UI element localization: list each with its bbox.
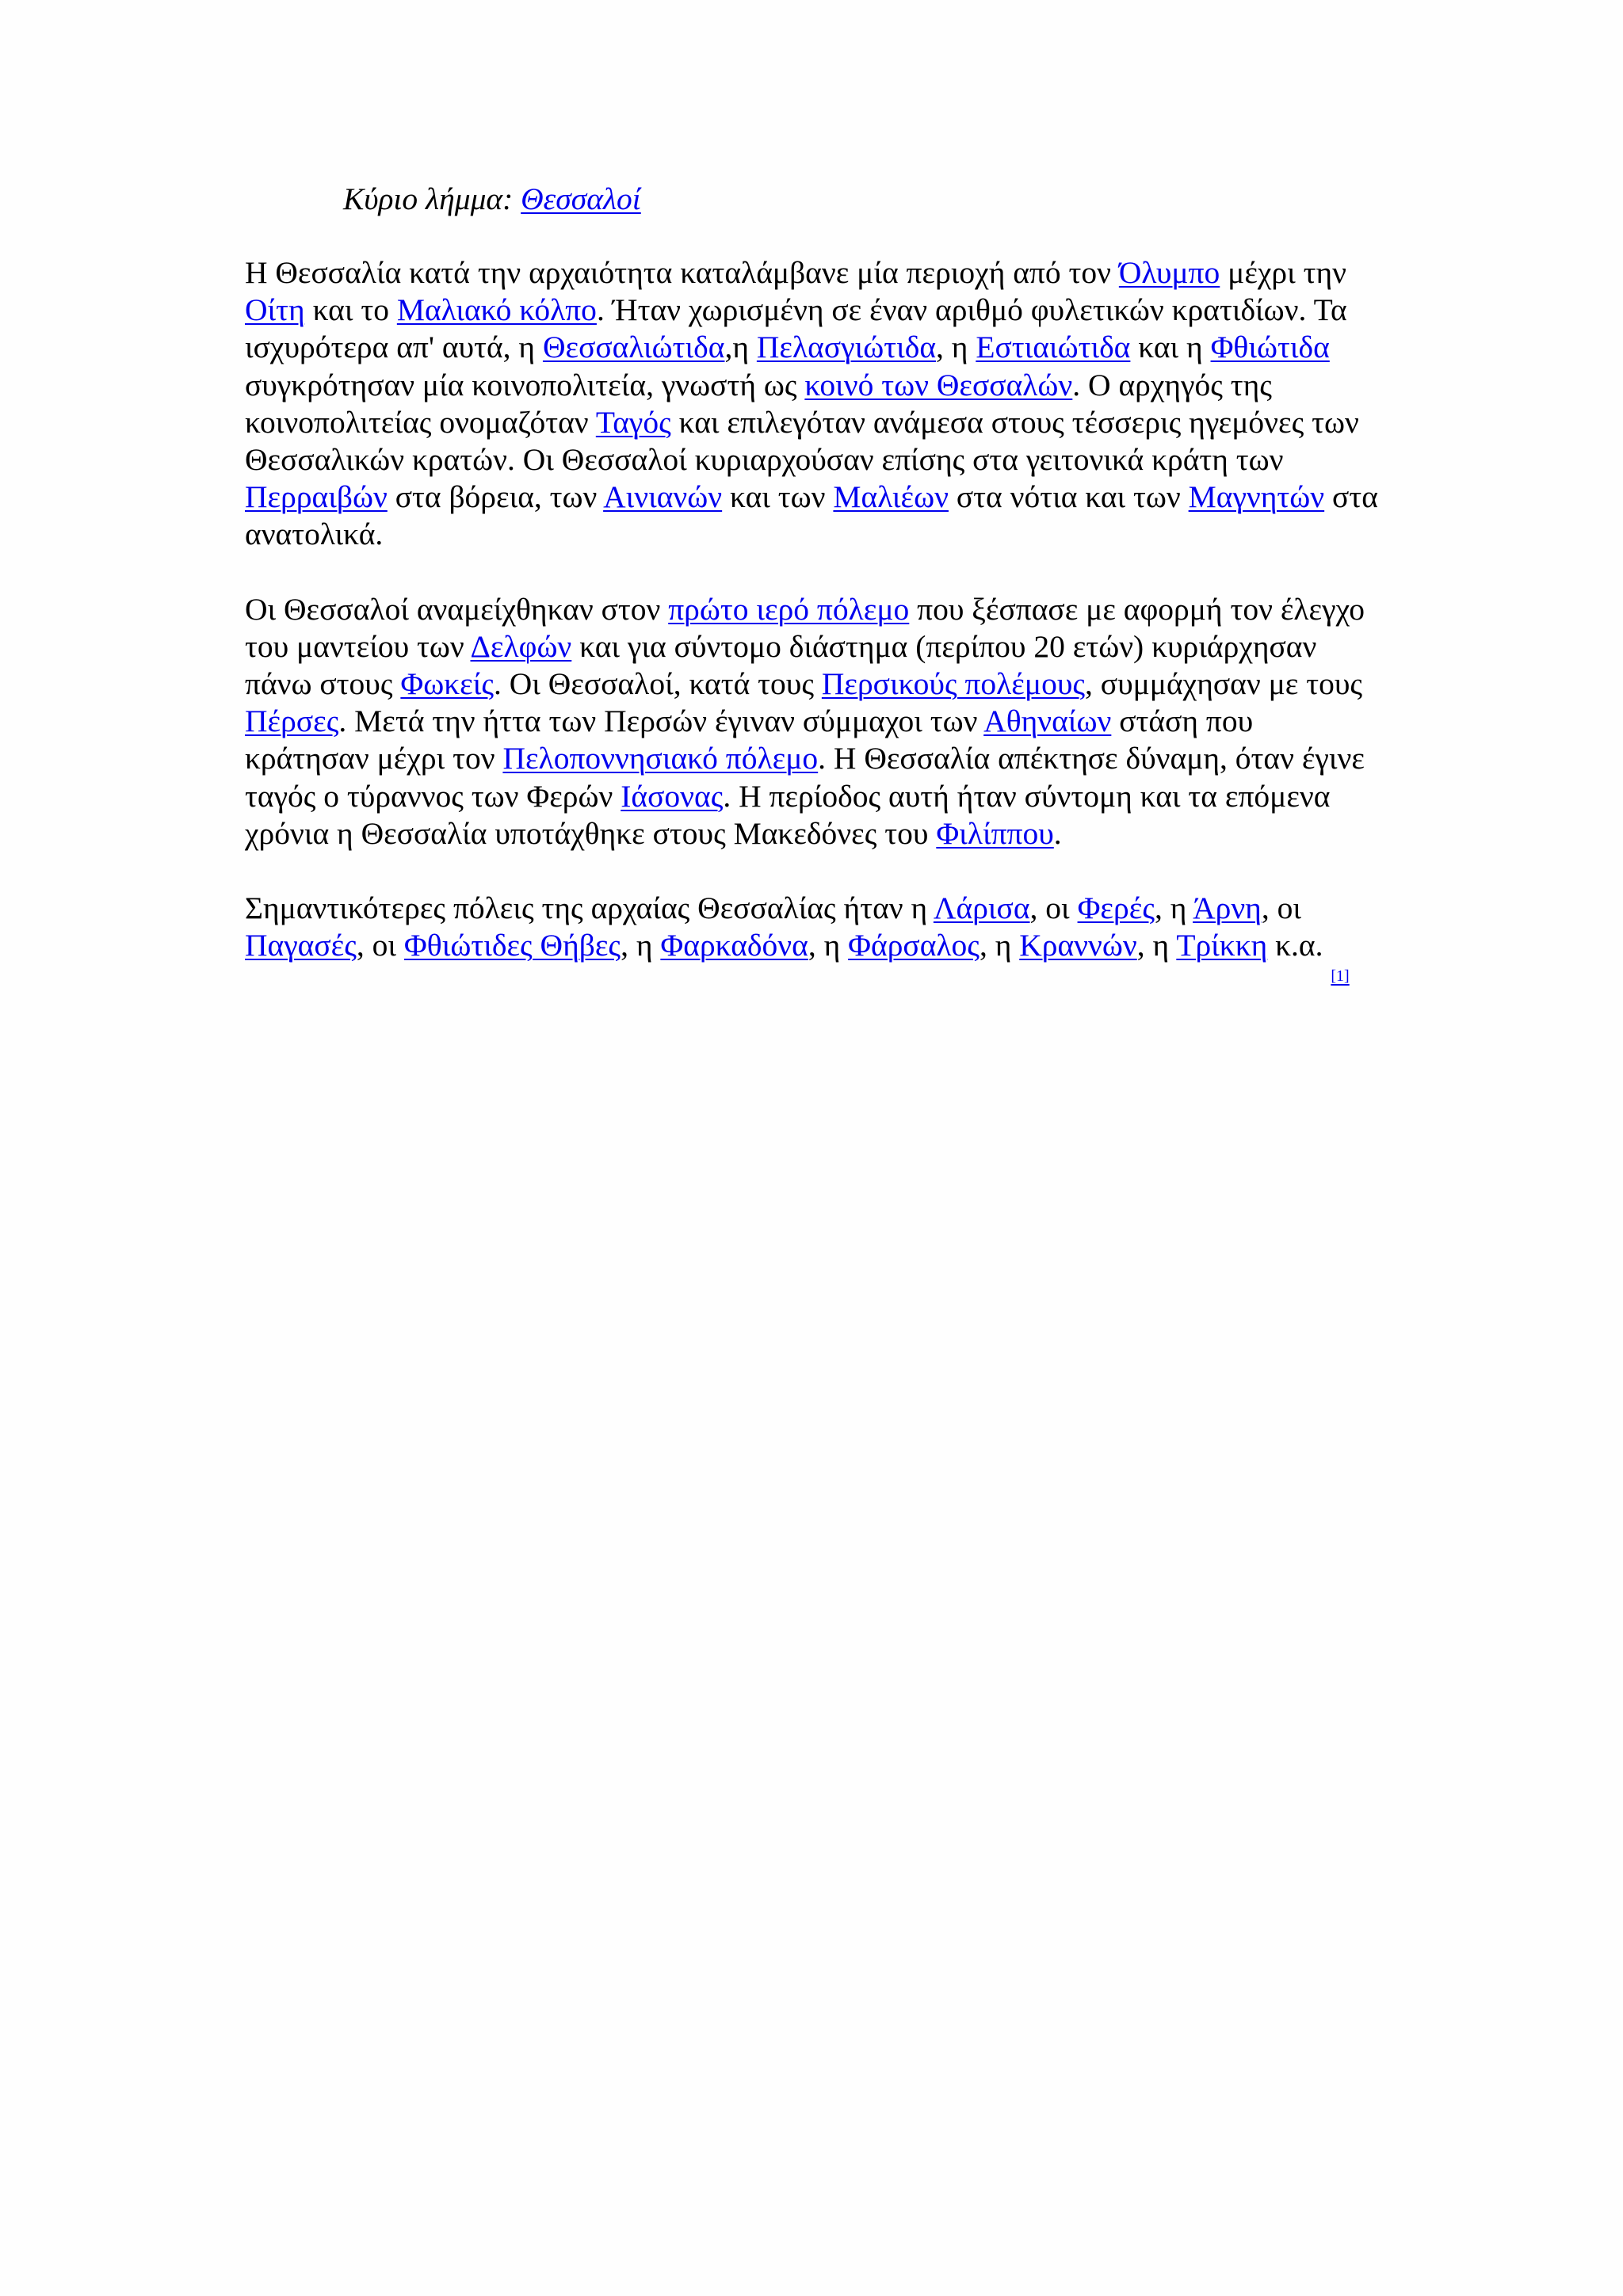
paragraph-text: . Ήταν χωρισμένη σε έναν αριθμό φυλετικών κρατιδίων. Τα ισχυρότερα απ' αυτά, η [245,292,1347,365]
paragraph-text: κ.α. [1267,928,1331,963]
article-link[interactable]: Περραιβών [245,479,388,515]
paragraph-text: και το [304,292,397,328]
paragraph [245,591,1380,852]
paragraph-text: . Οι Θεσσαλοί, κατά τους [494,666,822,702]
paragraph-text: , η [621,928,661,963]
paragraph-text: συγκρότησαν μία κοινοπολιτεία, γνωστή ως [245,367,805,402]
main-article-note [343,181,1380,218]
paragraph-text: Οι Θεσσαλοί αναμείχθηκαν στον [245,591,669,627]
article-link[interactable]: Τρίκκη [1176,928,1268,963]
article-link[interactable]: Οίτη [245,292,305,328]
article-link[interactable]: Φαρκαδόνα [660,928,808,963]
article-link[interactable]: Μαλιέων [833,479,949,515]
article-link[interactable]: Εστιαιώτιδα [976,330,1131,365]
paragraph-text: Σημαντικότερες πόλεις της αρχαίας Θεσσαλίας ήταν η [245,891,934,926]
paragraph-text: . Η περίοδος αυτή ήταν σύντομη και τα επόμενα χρόνια η Θεσσαλία υποτάχθηκε στους Μακεδόνες του [245,778,1331,851]
paragraph-text: και για σύντομο διάστημα (περίπου 20 ετών) κυριάρχησαν πάνω στους [245,628,1317,702]
article-page [245,181,1380,1001]
paragraph [245,890,1380,986]
paragraph-text: στάση που κράτησαν μέχρι τον [245,704,1254,776]
paragraph-text: και των [722,479,834,515]
article-link[interactable]: Μαγνητών [1188,479,1325,515]
paragraph-text: που ξέσπασε με αφορμή τον έλεγχο του μαντείου των [245,591,1365,664]
article-link[interactable]: Πέρσες [245,704,339,739]
article-link[interactable]: Φάρσαλος [848,928,980,963]
paragraph [245,254,1380,554]
article-link[interactable]: Παγασές [245,928,357,963]
paragraph-text: . Ο αρχηγός της κοινοπολιτείας ονομαζόταν [245,367,1272,440]
article-link[interactable]: Πελοποννησιακό πόλεμο [502,741,819,776]
article-link[interactable]: Κραννών [1019,928,1137,963]
paragraph-text: ,η [724,330,757,365]
paragraph-text: , οι [356,928,404,963]
article-link[interactable]: Αθηναίων [983,704,1112,739]
article-link[interactable]: Θεσσαλιώτιδα [542,330,725,365]
paragraph-text: . Η Θεσσαλία απέκτησε δύναμη, όταν έγινε ταγός ο τύραννος των Φερών [245,741,1365,814]
paragraph-text: Η Θεσσαλία κατά την αρχαιότητα καταλάμβανε μία περιοχή από τον [245,255,1119,290]
article-link[interactable]: Ταγός [595,404,671,440]
main-article-link[interactable]: Θεσσαλοί [521,181,641,216]
paragraph-text: και επιλεγόταν ανάμεσα στους τέσσερις ηγεμόνες των Θεσσαλικών κρατών. Οι Θεσσαλοί κυριαρχούσαν επίσης στα γειτονικά κράτη των [245,404,1359,478]
article-link[interactable]: πρώτο ιερό πόλεμο [668,591,910,627]
paragraph-text: στα ανατολικά. [245,479,1378,552]
paragraph-text: , η [1136,928,1177,963]
paragraph-text: μέχρι την [1220,255,1347,290]
paragraph-text: . [1053,815,1062,851]
paragraph-text: . Μετά την ήττα των Περσών έγιναν σύμμαχοι των [338,704,984,739]
paragraph-text: στα νότια και των [948,479,1189,515]
article-link[interactable]: Πελασγιώτιδα [756,330,937,365]
paragraph-text: , η [979,928,1020,963]
article-link[interactable]: Φιλίππου [936,815,1054,851]
article-link[interactable]: Φωκείς [400,666,495,702]
paragraph-text: , η [936,330,976,365]
paragraph-text: , οι [1029,891,1078,926]
article-link[interactable]: Άρνη [1193,891,1262,926]
main-article-label: Κύριο λήμμα: [343,181,521,216]
article-link[interactable]: Μαλιακό κόλπο [396,292,597,328]
paragraph-text: , συμμάχησαν με τους [1085,666,1363,702]
paragraph-text: και η [1130,330,1211,365]
article-link[interactable]: κοινό των Θεσσαλών [804,367,1073,402]
article-link[interactable]: Αινιανών [603,479,723,515]
paragraph-text: , οι [1261,891,1301,926]
paragraph-text: , η [1154,891,1193,926]
paragraph-text: , η [808,928,849,963]
article-link[interactable]: Φθιώτιδα [1210,330,1330,365]
article-link[interactable]: Φθιώτιδες Θήβες [403,928,621,963]
article-link[interactable]: Ιάσονας [621,778,724,814]
article-link[interactable]: Δελφών [470,628,572,664]
reference-link[interactable]: [1] [1331,967,1350,986]
paragraph-text: στα βόρεια, των [387,479,604,515]
article-link[interactable]: Φερές [1077,891,1155,926]
article-link[interactable]: Περσικούς πολέμους [821,666,1086,702]
article-link[interactable]: Όλυμπο [1118,255,1220,290]
article-link[interactable]: Λάρισα [933,891,1030,926]
